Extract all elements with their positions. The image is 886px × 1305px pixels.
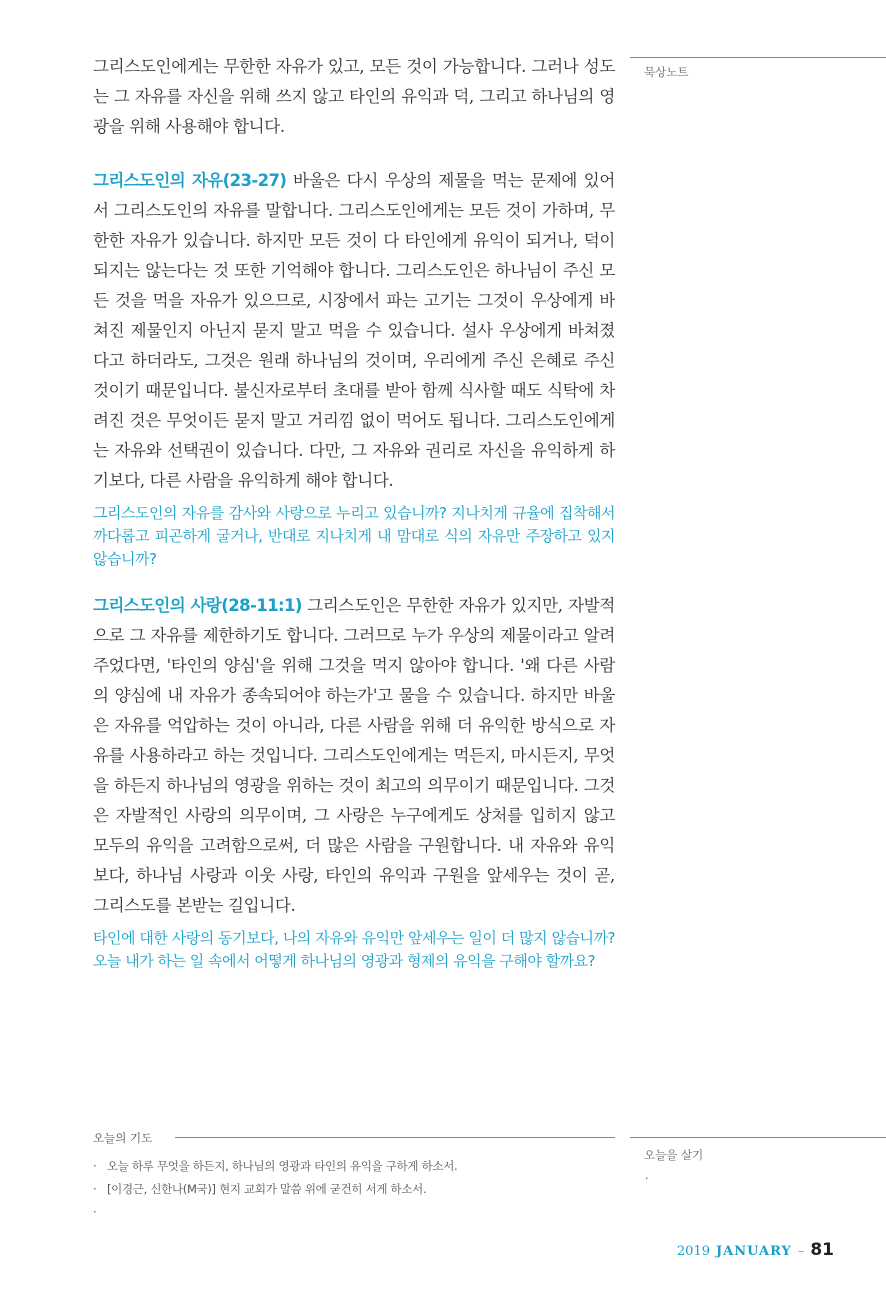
prayer-list bbox=[93, 1155, 623, 1224]
section-freedom bbox=[93, 166, 615, 571]
section-paragraph bbox=[93, 166, 615, 496]
section-body: 그리스도인은 무한한 자유가 있지만, 자발적으로 그 자유를 제한하기도 합니다. 그러므로 누가 우상의 제물이라고 알려주었다면, '타인의 양심'을 위해 그것을 먹지 않아야 합니다. '왜 다른 사람의 양심에 내 자유가 종속되어야 하는가'고 물을 수 있습니다. 하지만 바울은 자유를 억압하는 것이 아니라, 다른 사람을 위해 더 유익한 방식으로 자유를 사용하라고 하는 것입니다. 그리스도인에게는 먹든지, 마시든지, 무엇을 하든지 하나님의 영광을 위하는 것이 최고의 의무이기 때문입니다. 그것은 자발적인 사랑의 의무이며, 그 사랑은 누구에게도 상처를 입히지 않고 모두의 유익을 고려함으로써, 더 많은 사람을 구원합니다. 내 자유와 유익보다, 하나님 사랑과 이웃 사랑, 타인의 유익과 구원을 앞세우는 것이 곧, 그리스도를 본받는 길입니다. bbox=[93, 596, 615, 915]
prayer-item bbox=[93, 1178, 623, 1201]
today-living-bullet: · bbox=[645, 1172, 649, 1185]
section-love bbox=[93, 591, 615, 973]
section-heading: 그리스도인의 사랑(28-11:1) bbox=[93, 596, 302, 615]
section-body: 바울은 다시 우상의 제물을 먹는 문제에 있어서 그리스도인의 자유를 말합니다. 그리스도인에게는 모든 것이 가하며, 무한한 자유가 있습니다. 하지만 모든 것이 다 타인에게 유익이 되거나, 덕이 되지는 않는다는 것 또한 기억해야 합니다. 그리스도인은 하나님이 주신 모든 것을 먹을 자유가 있으므로, 시장에서 파는 고기는 그것이 우상에게 바쳐진 제물인지 아닌지 묻지 말고 먹을 수 있습니다. 설사 우상에게 바쳐졌다고 하더라도, 그것은 원래 하나님의 것이며, 우리에게 주신 은혜로 주신 것이기 때문입니다. 불신자로부터 초대를 받아 함께 식사할 때도 식탁에 차려진 것은 무엇이든 묻지 말고 거리낌 없이 먹어도 됩니다. 그리스도인에게는 자유와 선택권이 있습니다. 다만, 그 자유와 권리로 자신을 유익하게 하기보다, 다른 사람을 유익하게 해야 합니다. bbox=[93, 171, 615, 490]
meditation-note-rule bbox=[630, 57, 886, 58]
page-footer bbox=[677, 1240, 834, 1260]
today-living-rule bbox=[630, 1137, 886, 1138]
section-heading: 그리스도인의 자유(23-27) bbox=[93, 171, 287, 190]
prayer-bullet: · bbox=[93, 1159, 97, 1173]
reflection-question: 그리스도인의 자유를 감사와 사랑으로 누리고 있습니까? 지나치게 규율에 집착해서 까다롭고 피곤하게 굴거나, 반대로 지나치게 내 맘대로 식의 자유만 주장하고 있지 않습니까? bbox=[93, 504, 615, 568]
main-column bbox=[93, 52, 615, 973]
intro-paragraph: 그리스도인에게는 무한한 자유가 있고, 모든 것이 가능합니다. 그러나 성도는 그 자유를 자신을 위해 쓰지 않고 타인의 유익과 덕, 그리고 하나님의 영광을 위해 사용해야 합니다. bbox=[93, 57, 615, 136]
prayer-rule bbox=[175, 1137, 615, 1138]
prayer-text: 오늘 하루 무엇을 하든지, 하나님의 영광과 타인의 유익을 구하게 하소서. bbox=[107, 1159, 458, 1173]
prayer-item bbox=[93, 1155, 623, 1178]
section-paragraph bbox=[93, 591, 615, 921]
footer-year: 2019 bbox=[676, 1244, 710, 1259]
meditation-note-label: 묵상노트 bbox=[644, 65, 689, 79]
footer-month: JANUARY bbox=[716, 1244, 792, 1259]
prayer-item-empty bbox=[93, 1201, 623, 1224]
prayer-bullet: · bbox=[93, 1182, 97, 1196]
prayer-text: [이경근, 신한나(M국)] 현지 교회가 말씀 위에 굳건히 서게 하소서. bbox=[107, 1182, 427, 1196]
reflection-question: 타인에 대한 사랑의 동기보다, 나의 자유와 유익만 앞세우는 일이 더 많지 않습니까? 오늘 내가 하는 일 속에서 어떻게 하나님의 영광과 형제의 유익을 구해야 할까요? bbox=[93, 929, 615, 970]
prayer-title: 오늘의 기도 bbox=[93, 1131, 153, 1145]
prayer-bullet: · bbox=[93, 1205, 97, 1219]
page-number: 81 bbox=[810, 1240, 834, 1260]
footer-dash: – bbox=[797, 1244, 805, 1259]
today-living-label: 오늘을 살기 bbox=[644, 1148, 704, 1162]
